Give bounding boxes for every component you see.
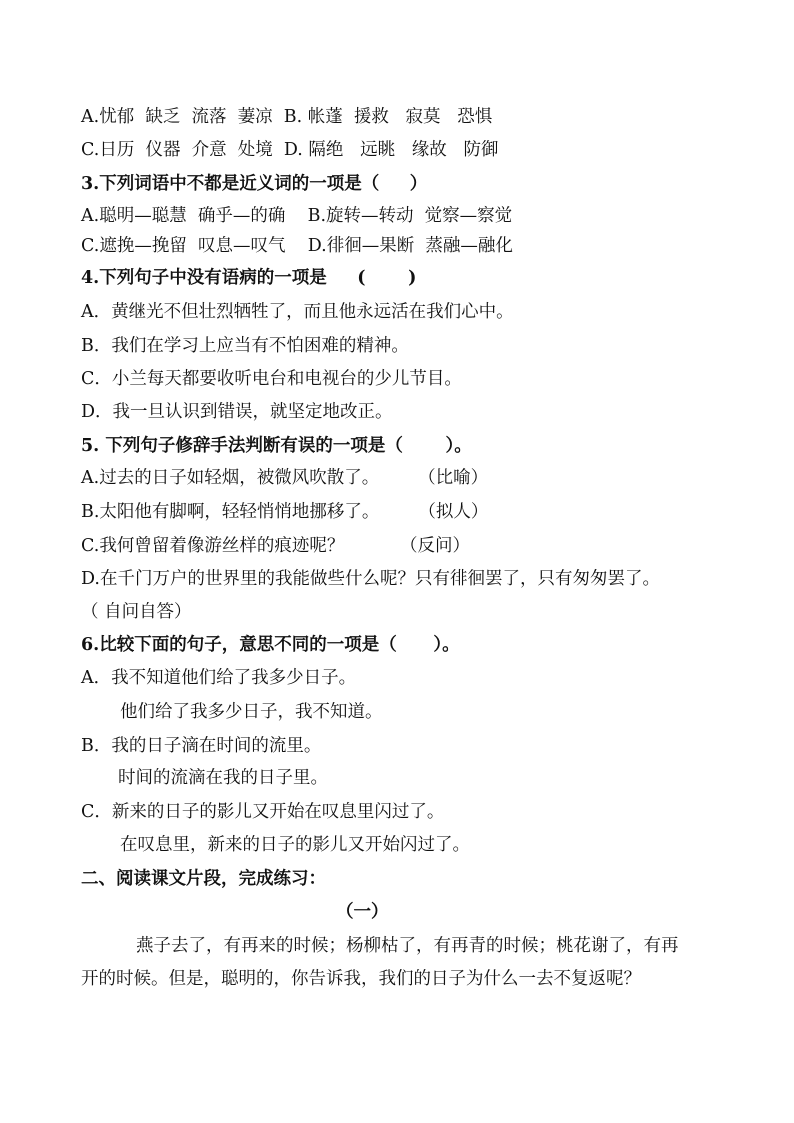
q2-option-a: A.忧郁 缺乏 流落 萋凉 B. 帐蓬 援救 寂莫 恐惧 xyxy=(81,107,493,127)
passage-line-2: 开的时候。但是，聪明的，你告诉我，我们的日子为什么一去不复返呢？ xyxy=(81,969,641,989)
q4-option-b: B．我们在学习上应当有不怕困难的精神。 xyxy=(81,336,409,356)
q5-option-c: C.我何曾留着像游丝样的痕迹呢？ （反问） xyxy=(81,536,470,556)
passage-line-1: 燕子去了，有再来的时候；杨柳枯了，有再青的时候；桃花谢了，有再 xyxy=(136,936,679,956)
q6-option-b-line1: B．我的日子滴在时间的流里。 xyxy=(81,736,322,756)
q6-option-c-line1: C．新来的日子的影儿又开始在叹息里闪过了。 xyxy=(81,802,445,822)
q4-option-d: D．我一旦认识到错误，就坚定地改正。 xyxy=(81,402,393,422)
q4-option-c: C．小兰每天都要收听电台和电视台的少儿节目。 xyxy=(81,369,462,389)
q6-option-b-line2: 时间的流滴在我的日子里。 xyxy=(118,768,328,788)
q4-option-a: A．黄继光不但壮烈牺牲了，而且他永远活在我们心中。 xyxy=(81,302,514,322)
section-2-part-1: （一） xyxy=(336,902,389,922)
section-2-title: 二、阅读课文片段，完成练习： xyxy=(81,869,326,889)
q3-option-a: A.聪明—聪慧 确乎—的确 B.旋转—转动 觉察—察觉 xyxy=(81,206,513,226)
q6-option-c-line2: 在叹息里，新来的日子的影儿又开始闪过了。 xyxy=(120,835,470,855)
q3-option-c: C.遮挽—挽留 叹息—叹气 D.徘徊—果断 蒸融—融化 xyxy=(81,236,513,256)
q5-option-d: D.在千门万户的世界里的我能做些什么呢？只有徘徊罢了，只有匆匆罢了。 xyxy=(81,569,660,589)
q6-option-a-line2: 他们给了我多少日子，我不知道。 xyxy=(120,702,383,722)
q5-option-b: B.太阳他有脚啊，轻轻悄悄地挪移了。 （拟人） xyxy=(81,502,489,522)
q6-option-a-line1: A．我不知道他们给了我多少日子。 xyxy=(81,668,357,688)
q5-option-a: A.过去的日子如轻烟，被微风吹散了。 （比喻） xyxy=(81,468,489,488)
q5-title: 5. 下列句子修辞手法判断有误的一项是（ ）。 xyxy=(81,436,472,456)
q4-title: 4.下列句子中没有语病的一项是 ( ) xyxy=(81,268,417,288)
q5-option-d-note: （ 自问自答） xyxy=(81,602,192,622)
q6-title: 6.比较下面的句子，意思不同的一项是（ ）。 xyxy=(81,635,460,655)
q2-option-c: C.日历 仪器 介意 处境 D. 隔绝 远眺 缘故 防御 xyxy=(81,140,499,160)
q3-title: 3.下列词语中不都是近义词的一项是（ ） xyxy=(81,174,428,194)
